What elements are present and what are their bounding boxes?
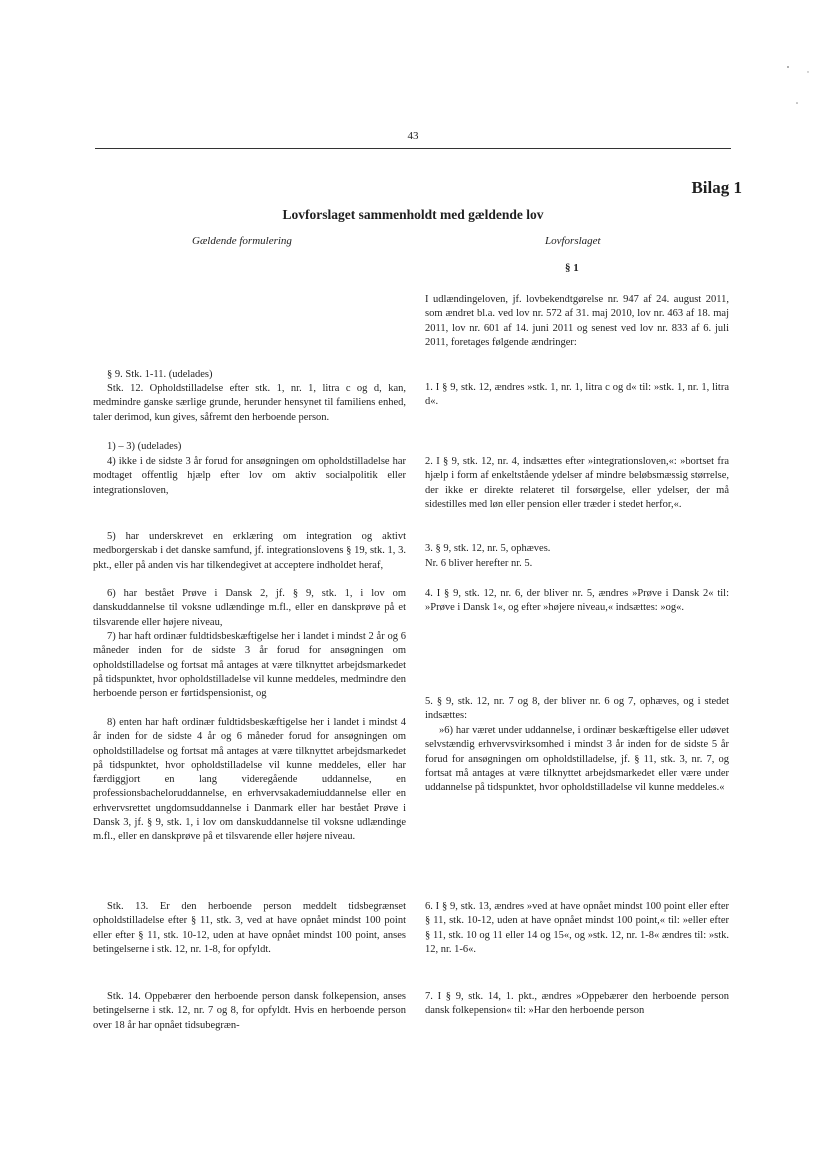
left-paragraph-7: 7) har haft ordinær fuldtidsbeskæftigelse her i landet i mindst 2 år og 6 måneder inden for de sidste 3 år forud for ansøgningen om opholdstilladelse og fortsat må antages at være tilknyttet arbejdsmarkedet på tidspunktet, hvor opholdstilladelse vil kunne meddeles, medmindre den herboende person er førtidspensionist, og — [93, 631, 406, 700]
left-paragraph-2: Stk. 12. Opholdstilladelse efter stk. 1, nr. 1, litra c og d, kan, medmindre ganske særlige grunde, herunder hensynet til familiens enhed, taler derimod, kun gives, såfremt den herboende person. — [93, 383, 406, 423]
section-mark: § 1 — [565, 262, 579, 274]
left-paragraph-10: Stk. 14. Oppebærer den herboende person dansk folkepension, anses betingelserne i stk. 12, nr. 7 og 8, for opfyldt. Hvis en herboende person over 18 år har opnået tidsubegræn- — [93, 991, 406, 1031]
left-paragraph-1: § 9. Stk. 1-11. (udelades) — [107, 369, 213, 380]
left-paragraph-5: 5) har underskrevet en erklæring om integration og aktivt medborgerskab i det danske samfund, jf. integrationslovens § 19, stk. 1, 3. pkt., eller på anden vis har tilkendegivet at acceptere indholdet heraf, — [93, 531, 406, 571]
right-paragraph-5: 5. § 9, stk. 12, nr. 7 og 8, der bliver nr. 6 og 7, ophæves, og i stedet indsættes: — [425, 696, 729, 722]
right-paragraph-6: 6. I § 9, stk. 13, ændres »ved at have opnået mindst 100 point eller efter § 11, stk. 10-12, uden at have opnået mindst 100 point,« til: »eller efter § 11, stk. 10 og 11 eller 14 og 15«, og »stk. 12, nr. 1-8« ændres til: »stk. 12, nr. 1-6«. — [425, 901, 729, 955]
document-title: Lovforslaget sammenholdt med gældende lov — [282, 207, 544, 222]
right-paragraph-intro: I udlændingeloven, jf. lovbekendtgørelse nr. 947 af 24. august 2011, som ændret bl.a. ved lov nr. 572 af 31. maj 2010, lov nr. 463 af 18. maj 2011, lov nr. 601 af 14. juni 2011 og senest ved lov nr. 833 af 6. juli 2011, foretages følgende ændringer: — [425, 294, 729, 348]
right-paragraph-7: 7. I § 9, stk. 14, 1. pkt., ændres »Oppebærer den herboende person dansk folkepension« til: »Har den herboende person — [425, 991, 729, 1017]
header-divider — [95, 148, 731, 149]
left-paragraph-8: 8) enten har haft ordinær fuldtidsbeskæftigelse her i landet i mindst 4 år inden for de sidste 4 år og 6 måneder forud for ansøgningen om opholdstilladelse og fortsat må antages at være tilknyttet arbejdsmarkedet på tidspunktet, hvor opholdstilladelse vil kunne meddeles, eller har færdiggjort en lang videregående uddannelse, en professionsbacheloruddannelse, en erhvervsakademiuddannelse eller en erhvervsrettet ungdomsuddannelse i Danmark eller har bestået Prøve i Dansk 3, jf. § 9, stk. 1, i lov om danskuddannelse til voksne udlændinge m.fl., eller en danskprøve på et tilsvarende eller højere niveau. — [93, 717, 406, 843]
right-paragraph-3: 3. § 9, stk. 12, nr. 5, ophæves. — [425, 543, 551, 554]
right-paragraph-2: 2. I § 9, stk. 12, nr. 4, indsættes efter »integrationsloven,«: »bortset fra hjælp i form af enkeltstående ydelser af mindre beløbsmæssig størrelse, der ikke er direkte relateret til forsørgelse, eller ydelser, der må sidestilles med løn eller pension eller træder i stedet herfor,«. — [425, 456, 729, 510]
right-column-heading: Lovforslaget — [545, 235, 601, 247]
left-paragraph-3: 1) – 3) (udelades) — [107, 441, 182, 452]
right-paragraph-1: 1. I § 9, stk. 12, ændres »stk. 1, nr. 1, litra c og d« til: »stk. 1, nr. 1, litra d«. — [425, 382, 729, 408]
left-column-heading: Gældende formulering — [192, 235, 292, 247]
left-paragraph-4: 4) ikke i de sidste 3 år forud for ansøgningen om opholdstilladelse har modtaget offentlig hjælp efter lov om aktiv socialpolitik eller integrationsloven, — [93, 456, 406, 496]
page-number: 43 — [407, 130, 419, 142]
right-paragraph-4: 4. I § 9, stk. 12, nr. 6, der bliver nr. 5, ændres »Prøve i Dansk 2« til: »Prøve i Dansk 1«, og efter »højere niveau,« indsættes: »og«. — [425, 588, 729, 614]
left-paragraph-9: Stk. 13. Er den herboende person meddelt tidsbegrænset opholdstilladelse efter § 11, stk. 3, ved at have opnået mindst 100 point eller efter § 11, stk. 10-12, uden at have opnået mindst 100 point, anses betingelserne i stk. 12, nr. 1-8, for opfyldt. — [93, 901, 406, 955]
right-paragraph-3b: Nr. 6 bliver herefter nr. 5. — [425, 558, 533, 569]
right-paragraph-5-text: »6) har været under uddannelse, i ordinær beskæftigelse eller udøvet selvstændig erhvervsvirksomhed i mindst 3 år inden for de sidste 5 år forud for ansøgningen om opholdstilladelse, jf. § 11, stk. 3, nr. 7, og fortsat må antages at være tilknyttet arbejdsmarkedet eller være under uddannelse på tidspunktet, hvor opholdstilladelse vil kunne meddeles.« — [425, 725, 729, 794]
annex-label: Bilag 1 — [691, 178, 742, 197]
left-paragraph-6: 6) har bestået Prøve i Dansk 2, jf. § 9, stk. 1, i lov om danskuddannelse til voksne udlændinge m.fl., eller en danskprøve på et tilsvarende eller højere niveau, — [93, 588, 406, 628]
